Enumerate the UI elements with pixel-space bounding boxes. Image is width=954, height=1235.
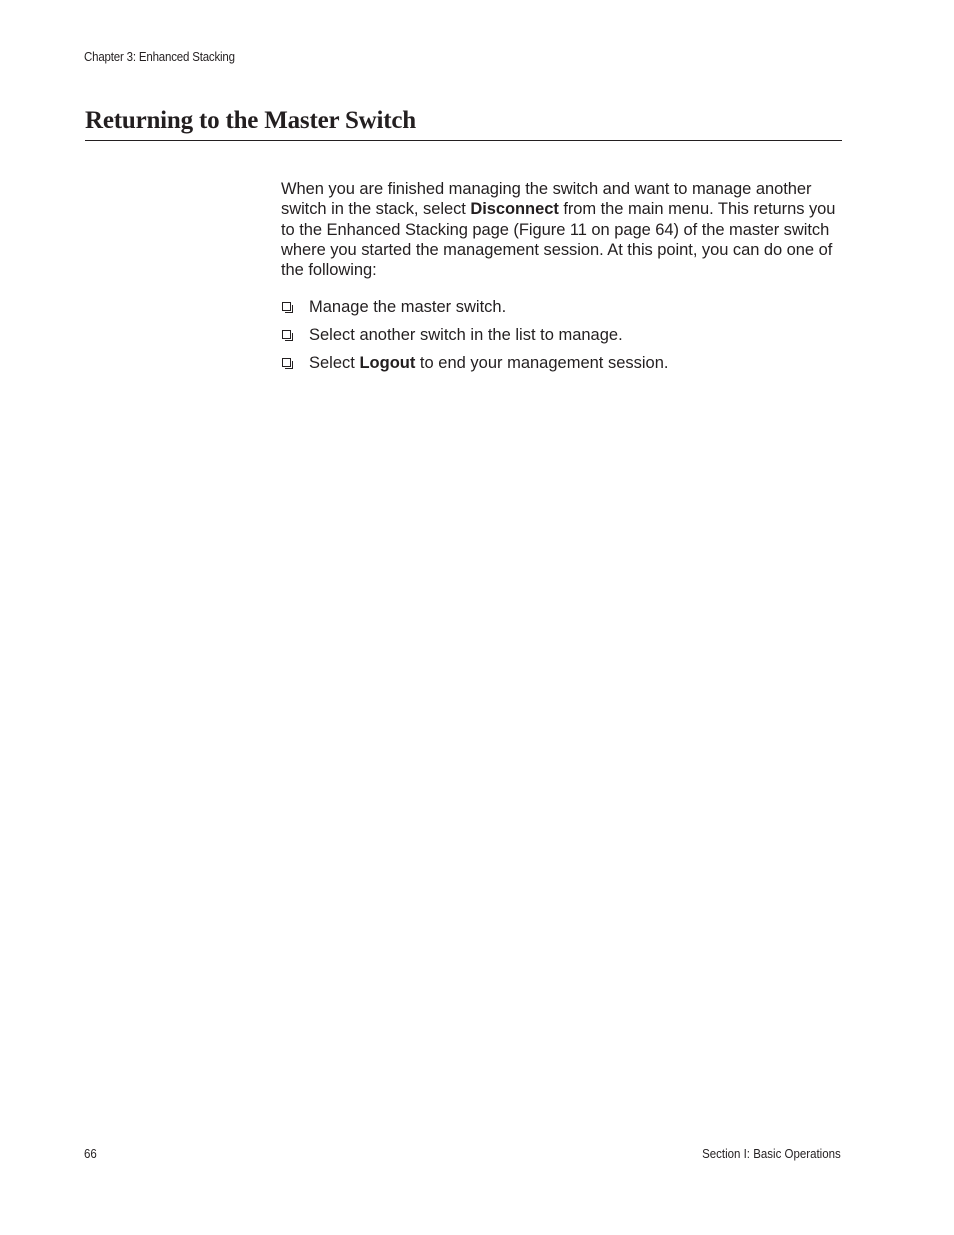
disconnect-term: Disconnect — [470, 200, 559, 219]
title-rule — [85, 140, 842, 141]
list-item — [281, 325, 843, 353]
option-list — [281, 297, 843, 381]
body-paragraph-text: When you are finished managing the switch and want to manage another switch in the stack, select — [281, 180, 812, 219]
running-head: Chapter 3: Enhanced Stacking — [84, 50, 235, 64]
footer-section-label: Section I: Basic Operations — [702, 1147, 841, 1161]
checkbox-icon — [282, 330, 291, 339]
logout-term: Logout — [359, 354, 416, 372]
list-item — [281, 353, 843, 381]
page-number: 66 — [84, 1147, 97, 1161]
list-item-text: to end your management session. — [415, 354, 669, 372]
list-item-text: Select — [309, 354, 360, 372]
list-item-text: Select another switch in the list to manage. — [309, 326, 623, 344]
body-paragraph-text: from the main menu. This returns you to the Enhanced Stacking page (Figure 11 on page 64) of the master switch where you started the management session. At this point, you can do one of the following: — [281, 200, 836, 280]
section-title: Returning to the Master Switch — [85, 107, 416, 134]
checkbox-icon — [282, 358, 291, 367]
list-item — [281, 297, 843, 325]
body-paragraph — [281, 179, 843, 280]
checkbox-icon — [282, 302, 291, 311]
list-item-text: Manage the master switch. — [309, 298, 507, 316]
